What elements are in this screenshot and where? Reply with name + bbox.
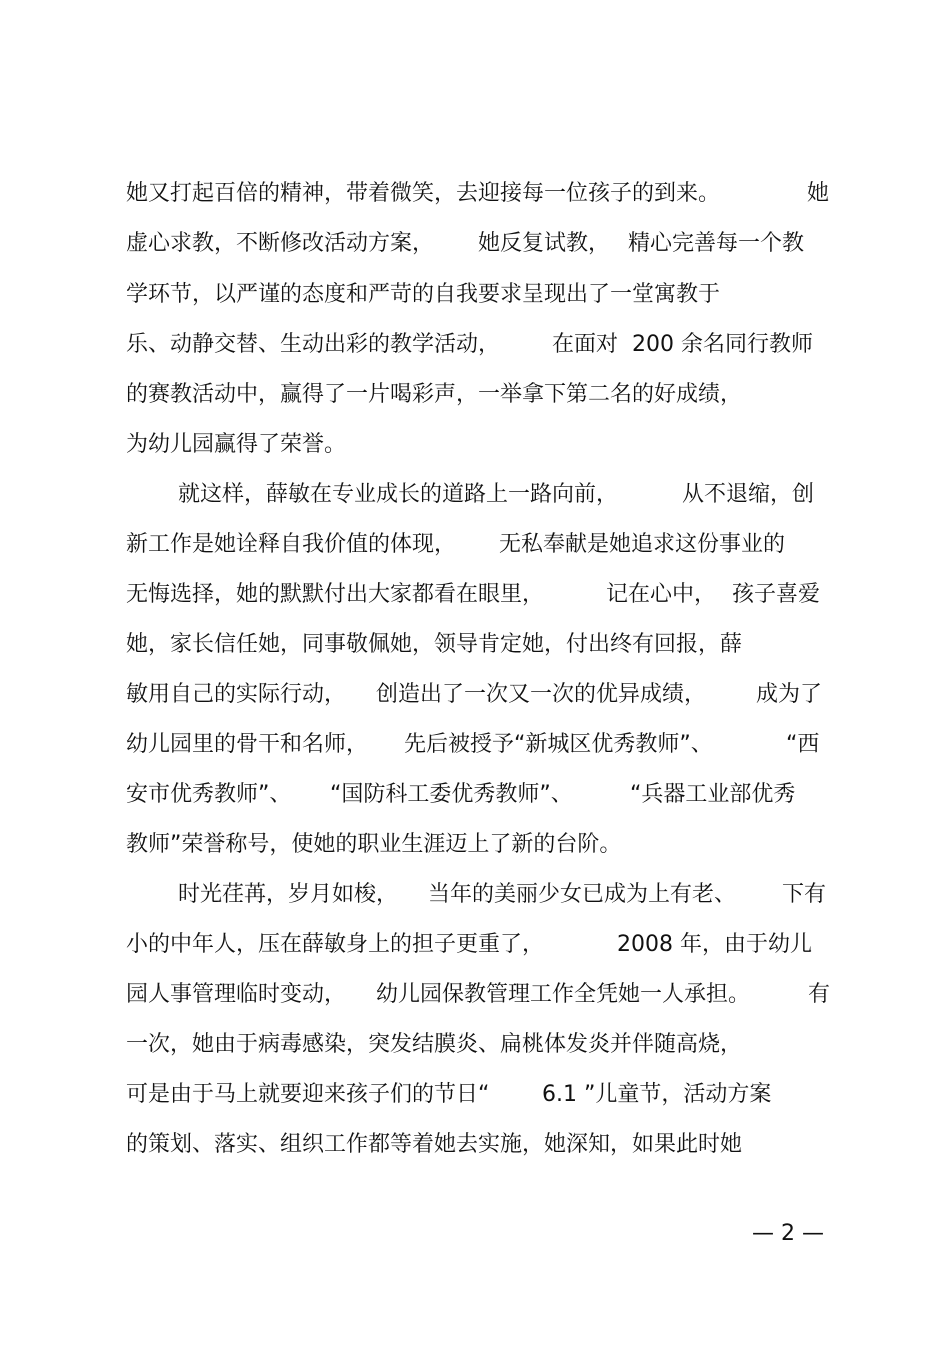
text-segment: 在面对 [552, 332, 619, 357]
text-segment: 新工作是她诠释自我价值的体现， [126, 532, 457, 557]
text-segment: 就这样，薛敏在专业成长的道路上一路向前， [178, 482, 619, 507]
text-segment: 2008 年，由于幼儿 [617, 932, 812, 957]
text-line [0, 979, 950, 1011]
text-line [0, 529, 950, 561]
text-segment: 下有 [782, 882, 827, 907]
text-line [0, 228, 950, 260]
text-segment: 一次，她由于病毒感染，突发结膜炎、扁桃体发炎并伴随高烧， [126, 1032, 743, 1057]
text-segment: 幼儿园里的骨干和名师， [126, 732, 369, 757]
text-segment: 当年的美丽少女已成为上有老、 [428, 882, 737, 907]
text-line [0, 679, 950, 711]
text-segment: 时光荏苒，岁月如梭， [178, 882, 399, 907]
text-line [0, 1129, 950, 1161]
text-segment: 幼儿园保教管理工作全凭她一人承担。 [376, 982, 751, 1007]
text-line [0, 879, 950, 911]
text-line [0, 429, 950, 461]
text-segment: 学环节，以严谨的态度和严苛的自我要求呈现出了一堂寓教于 [126, 282, 721, 307]
text-segment: 的赛教活动中，赢得了一片喝彩声，一举拿下第二名的好成绩， [126, 382, 743, 407]
text-line [0, 1079, 950, 1111]
text-segment: 园人事管理临时变动， [126, 982, 347, 1007]
text-segment: 孩子喜爱 [732, 582, 821, 607]
text-segment: 安市优秀教师”、 [126, 782, 292, 807]
text-segment: 6.1 ”儿童节，活动方案 [542, 1082, 772, 1107]
text-segment: 成为了 [756, 682, 823, 707]
text-segment: 从不退缩，创 [682, 482, 815, 507]
text-line [0, 329, 950, 361]
text-segment: 可是由于马上就要迎来孩子们的节日“ [126, 1082, 490, 1107]
text-segment: 虚心求教，不断修改活动方案， [126, 231, 435, 256]
text-segment: 她，家长信任她，同事敬佩她，领导肯定她，付出终有回报，薛 [126, 632, 743, 657]
text-line [0, 829, 950, 861]
text-segment: 敏用自己的实际行动， [126, 682, 347, 707]
text-segment: 她反复试教， [478, 231, 611, 256]
text-line [0, 779, 950, 811]
text-segment: 她又打起百倍的精神，带着微笑，去迎接每一位孩子的到来。 [126, 181, 721, 206]
text-segment: 无私奉献是她追求这份事业的 [499, 532, 786, 557]
text-segment: 创造出了一次又一次的优异成绩， [376, 682, 707, 707]
text-segment: 无悔选择，她的默默付出大家都看在眼里， [126, 582, 545, 607]
text-segment: “国防科工委优秀教师”、 [330, 782, 573, 807]
text-line [0, 479, 950, 511]
text-segment: 乐、动静交替、生动出彩的教学活动， [126, 332, 501, 357]
text-segment: 记在心中， [606, 582, 717, 607]
text-segment: 为幼儿园赢得了荣誉。 [126, 432, 347, 457]
text-segment: 先后被授予“新城区优秀教师”、 [404, 732, 713, 757]
text-line [0, 379, 950, 411]
text-segment: 她 [807, 181, 830, 206]
text-line [0, 579, 950, 611]
text-line [0, 629, 950, 661]
text-line [0, 178, 950, 210]
text-line [0, 279, 950, 311]
page-number: — 2 — [752, 1221, 824, 1246]
text-segment: 200 余名同行教师 [632, 332, 813, 357]
text-segment: “兵器工业部优秀 [630, 782, 796, 807]
text-line [0, 729, 950, 761]
text-segment: 精心完善每一个教 [628, 231, 805, 256]
text-line [0, 1029, 950, 1061]
text-segment: 教师”荣誉称号，使她的职业生涯迈上了新的台阶。 [126, 832, 622, 857]
text-segment: 有 [808, 982, 831, 1007]
text-segment: 的策划、落实、组织工作都等着她去实施，她深知，如果此时她 [126, 1132, 743, 1157]
text-segment: 小的中年人，压在薛敏身上的担子更重了， [126, 932, 545, 957]
text-line [0, 929, 950, 961]
text-segment: “西 [786, 732, 820, 757]
